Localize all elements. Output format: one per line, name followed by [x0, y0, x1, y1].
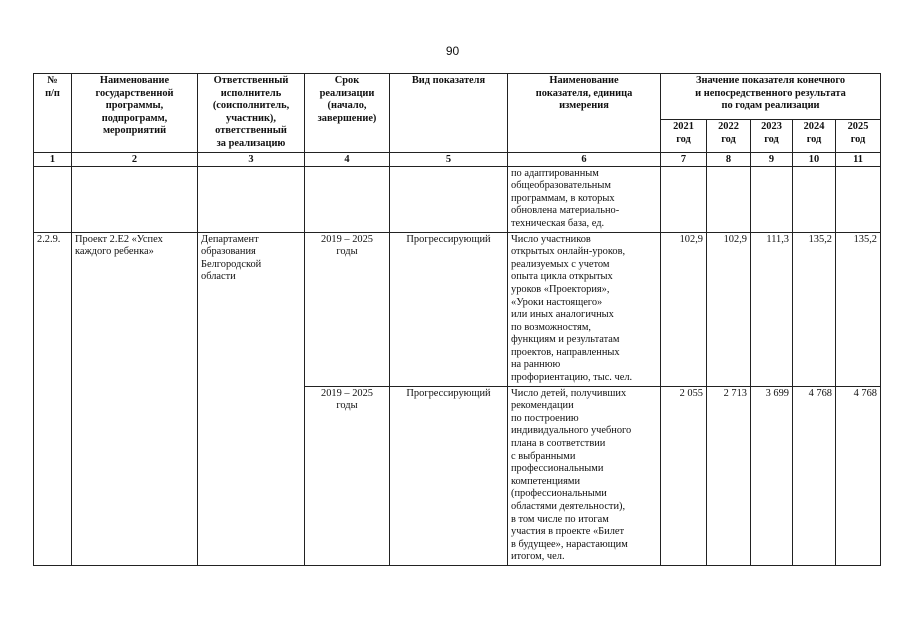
indicator-name-cell: Число участников открытых онлайн-уроков, реализуемых с учетом опыта цикла открытых уроков «Проектория», «Уроки настоящего» или иных аналогичных по возможностям, функциям и результатам проектов, направленных на раннюю профориентацию, тыс. чел.: [508, 232, 661, 386]
header-year: 2025 год: [836, 120, 881, 152]
value-cell: 2 055: [661, 386, 707, 565]
column-number: 7: [661, 152, 707, 166]
page-number: 90: [445, 44, 460, 58]
column-numbers-row: [34, 152, 881, 166]
header-year: 2024 год: [793, 120, 836, 152]
table-cell: [661, 166, 707, 232]
entry-responsible-cell: Департамент образования Белгородской области: [198, 232, 305, 565]
value-cell: 3 699: [751, 386, 793, 565]
header-number: № п/п: [34, 74, 72, 153]
table-cell: [390, 166, 508, 232]
table-cell: [751, 166, 793, 232]
table-cell: [305, 166, 390, 232]
table-cell: [707, 166, 751, 232]
column-number: 1: [34, 152, 72, 166]
header-values-group: Значение показателя конечного и непосредственного результата по годам реализации: [661, 74, 881, 120]
entry-name-cell: Проект 2.Е2 «Успех каждого ребенка»: [72, 232, 198, 565]
header-year: 2023 год: [751, 120, 793, 152]
value-cell: 111,3: [751, 232, 793, 386]
program-indicators-table: [33, 73, 881, 566]
column-number: 3: [198, 152, 305, 166]
column-number: 5: [390, 152, 508, 166]
table-cell: [34, 166, 72, 232]
value-cell: 4 768: [836, 386, 881, 565]
entry-number-cell: 2.2.9.: [34, 232, 72, 565]
table-cell: [72, 166, 198, 232]
indicator-name-cell: по адаптированным общеобразовательным программам, в которых обновлена материально- техническая база, ед.: [508, 166, 661, 232]
value-cell: 2 713: [707, 386, 751, 565]
value-cell: 135,2: [836, 232, 881, 386]
period-cell: 2019 – 2025 годы: [305, 232, 390, 386]
column-number: 9: [751, 152, 793, 166]
column-number: 10: [793, 152, 836, 166]
value-cell: 135,2: [793, 232, 836, 386]
table-cell: [836, 166, 881, 232]
header-period: Срок реализации (начало, завершение): [305, 74, 390, 153]
header-year: 2021 год: [661, 120, 707, 152]
column-number: 11: [836, 152, 881, 166]
indicator-type-cell: Прогрессирующий: [390, 232, 508, 386]
indicator-name-cell: Число детей, получивших рекомендации по построению индивидуального учебного плана в соответствии с выбранными профессиональными компетенциями (профессиональными областями деятельности), в том числе по итогам участия в проекте «Билет в будущее», нарастающим итогом, чел.: [508, 386, 661, 565]
column-number: 4: [305, 152, 390, 166]
header-responsible: Ответственный исполнитель (соисполнитель, участник), ответственный за реализацию: [198, 74, 305, 153]
table-cell: [198, 166, 305, 232]
table-row-continuation: [34, 166, 881, 232]
header-year: 2022 год: [707, 120, 751, 152]
value-cell: 4 768: [793, 386, 836, 565]
table-cell: [793, 166, 836, 232]
column-number: 2: [72, 152, 198, 166]
indicator-type-cell: Прогрессирующий: [390, 386, 508, 565]
header-indicator-type: Вид показателя: [390, 74, 508, 153]
column-number: 6: [508, 152, 661, 166]
header-row: [34, 74, 881, 120]
value-cell: 102,9: [661, 232, 707, 386]
header-indicator-name: Наименование показателя, единица измерения: [508, 74, 661, 153]
table-row: [34, 232, 881, 386]
column-number: 8: [707, 152, 751, 166]
value-cell: 102,9: [707, 232, 751, 386]
header-program-name: Наименование государственной программы, подпрограмм, мероприятий: [72, 74, 198, 153]
period-cell: 2019 – 2025 годы: [305, 386, 390, 565]
